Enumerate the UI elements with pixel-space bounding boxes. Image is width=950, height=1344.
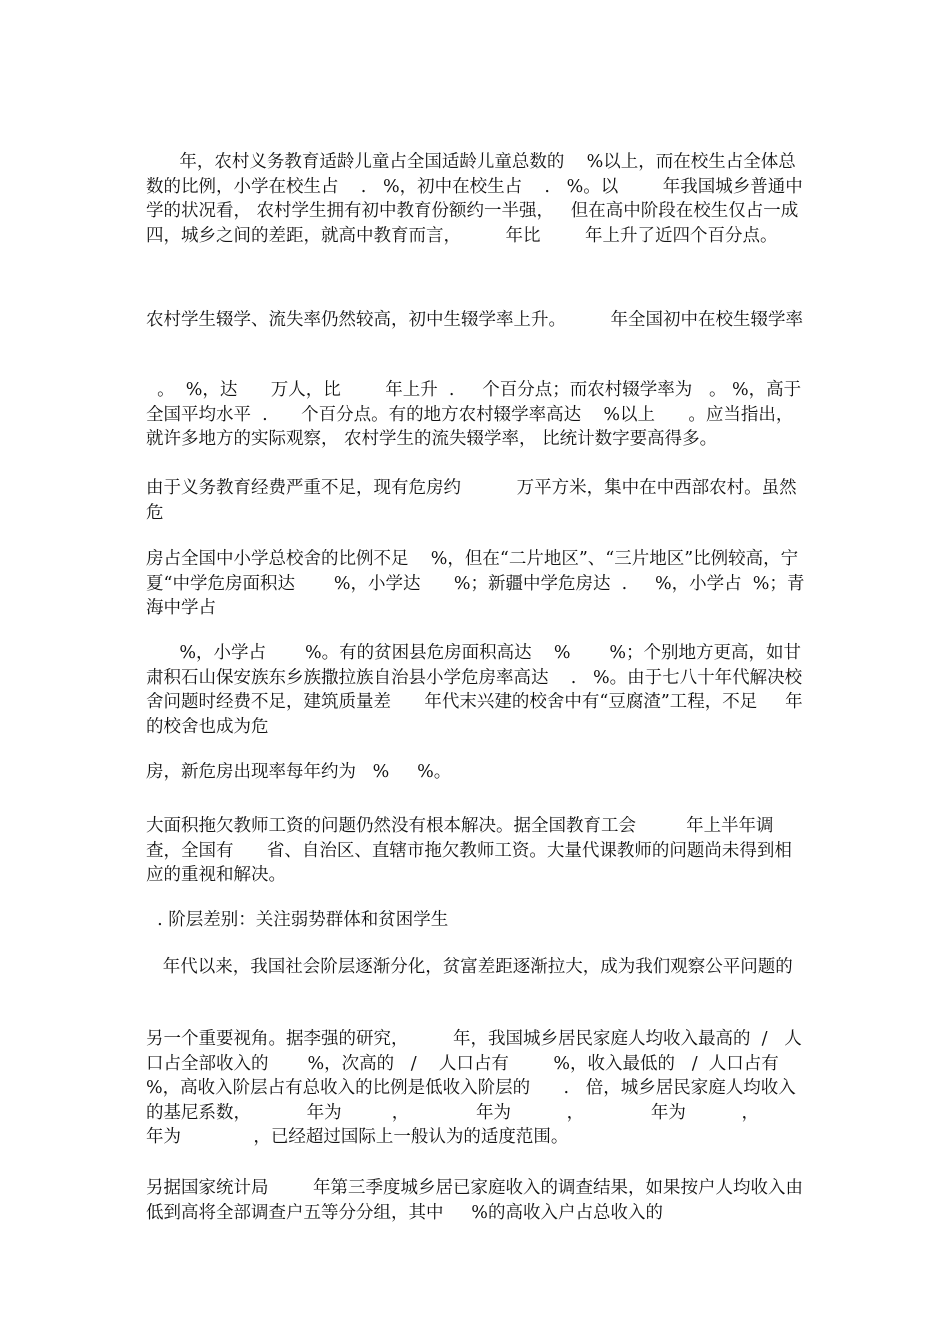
- paragraph-income-distribution: 另一个重要视角。据李强的研究， 年，我国城乡居民家庭人均收入最高的 / 人口占全部收入的 %，次高的 / 人口占有 %，收入最低的 / 人口占有 %，高收入阶层占有总收入的比例是低收入阶层的 . 倍，城乡居民家庭人均收入的基尼系数， 年为 ， 年为 ， 年为 ， 年为 ，已经超过国际上一般认为的适度范围。: [146, 1029, 821, 1147]
- paragraph-dilapidated-buildings: 由于义务教育经费严重不足，现有危房约 万平方米，集中在中西部农村。虽然危: [146, 478, 797, 523]
- paragraph-teacher-salary: 大面积拖欠教师工资的问题仍然没有根本解决。据全国教育工会 年上半年调查，全国有 省、自治区、直辖市拖欠教师工资。大量代课教师的问题尚未得到相应的重视和解决。: [146, 816, 792, 885]
- paragraph-social-stratification: 年代以来，我国社会阶层逐渐分化，贫富差距逐渐拉大，成为我们观察公平问题的: [146, 957, 793, 977]
- paragraph-statistics-bureau: 另据国家统计局 年第三季度城乡居已家庭收入的调查结果，如果按户人均收入由低到高将全部调查户五等分分组，其中 %的高收入户占总收入的: [146, 1178, 803, 1223]
- paragraph-dilapidated-ratio: 房占全国中小学总校舍的比例不足 %，但在“二片地区”、“三片地区”比例较高，宁夏“中学危房面积达 %，小学达 %；新疆中学危房达 . %，小学占 %；青海中学占: [146, 549, 805, 618]
- paragraph-rural-enrollment: 年，农村义务教育适龄儿童占全国适龄儿童总数的 %以上，而在校生占全体总数的比例，小学在校生占 . %，初中在校生占 . %。以 年我国城乡普通中学的状况看， 农村学生拥有初中教育份额约一半强， 但在高中阶段在校生仅占一成四，城乡之间的差距，就高中教育而言， 年比 年上升了近四个百分点。: [146, 152, 803, 246]
- paragraph-dropout-intro: 农村学生辍学、流失率仍然较高，初中生辍学率上升。 年全国初中在校生辍学率: [146, 310, 803, 330]
- paragraph-poor-counties: %，小学占 %。有的贫困县危房面积高达 % %；个别地方更高，如甘肃积石山保安族东乡族撒拉族自治县小学危房率高达 . %。由于七八十年代解决校舍问题时经费不足，建筑质量差 年代末兴建的校舍中有“豆腐渣”工程，不足 年的校舍也成为危: [146, 643, 803, 737]
- paragraph-dropout-rates: 。 %，达 万人，比 年上升 . 个百分点；而农村辍学率为 。 %，高于全国平均水平 . 个百分点。有的地方农村辍学率高达 %以上 。应当指出，就许多地方的实际观察， 农村学生的流失辍学率， 比统计数字要高得多。: [146, 380, 802, 449]
- paragraph-new-dilapidated-rate: 房，新危房出现率每年约为 % %。: [146, 762, 452, 782]
- section-heading-class-differences: . 阶层差别：关注弱势群体和贫困学生: [146, 910, 449, 930]
